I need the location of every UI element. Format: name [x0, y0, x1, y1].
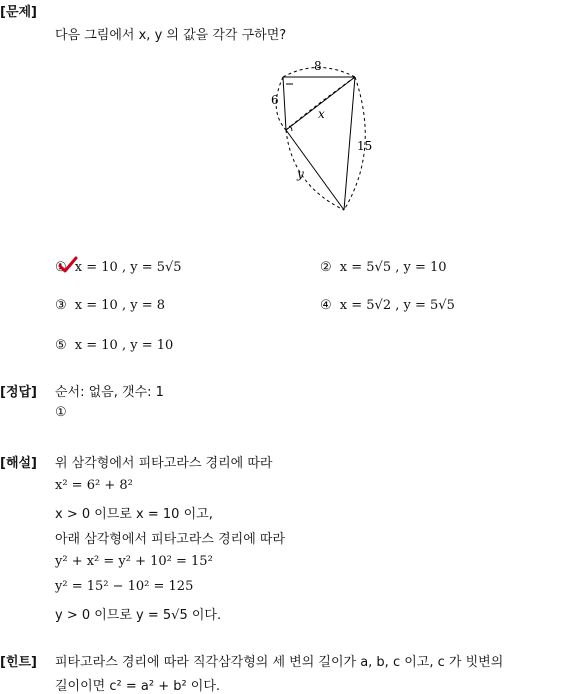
triangle-figure: [260, 55, 390, 220]
segment-6-side: [283, 77, 286, 130]
choice-5[interactable]: [55, 338, 173, 353]
choice-1-marker: ①: [55, 260, 67, 275]
hint-line-1: 피타고라스 경리에 따라 직각삼각형의 세 변의 길이가 a, b, c 이고, c 가 빗변의: [55, 655, 504, 670]
explanation-line-6: y² = 15² − 10² = 125: [55, 579, 194, 594]
choice-4-marker: ④: [320, 298, 332, 313]
choice-5-marker: ⑤: [55, 338, 67, 353]
label-15: 15: [357, 139, 373, 153]
answer-line-1: 순서: 없음, 갯수: 1: [55, 385, 164, 400]
label-x: x: [318, 107, 325, 121]
choice-2-marker: ②: [320, 260, 332, 275]
segment-15-side: [344, 77, 355, 210]
choice-3[interactable]: [55, 298, 165, 313]
choice-4[interactable]: [320, 298, 455, 313]
hint-line-2: 길이이면 c² = a² + b² 이다.: [55, 679, 221, 694]
hint-label: [힌트]: [0, 655, 37, 670]
choice-5-text: x = 10 , y = 10: [74, 338, 174, 353]
explanation-line-3: x > 0 이므로 x = 10 이고,: [55, 507, 213, 522]
problem-question: 다음 그림에서 x, y 의 값을 각각 구하면?: [55, 28, 287, 43]
choice-3-marker: ③: [55, 298, 67, 313]
choice-2-text: x = 5√5 , y = 10: [339, 260, 447, 275]
explanation-line-7: y > 0 이므로 y = 5√5 이다.: [55, 608, 222, 623]
explanation-line-5: y² + x² = y² + 10² = 15²: [55, 554, 213, 569]
explanation-line-2: x² = 6² + 8²: [55, 478, 133, 493]
segment-y-side: [286, 130, 344, 210]
label-8: 8: [314, 59, 322, 73]
choice-2[interactable]: [320, 260, 447, 275]
check-mark-icon: [58, 256, 78, 274]
label-6: 6: [271, 93, 279, 107]
explanation-label: [해설]: [0, 456, 37, 471]
problem-label: [문제]: [0, 5, 37, 20]
explanation-line-1: 위 삼각형에서 피타고라스 경리에 따라: [55, 456, 273, 471]
answer-line-2: ①: [55, 405, 67, 420]
choice-3-text: x = 10 , y = 8: [74, 298, 165, 313]
choice-4-text: x = 5√2 , y = 5√5: [339, 298, 455, 313]
answer-label: [정답]: [0, 385, 37, 400]
explanation-line-4: 아래 삼각형에서 피타고라스 경리에 따라: [55, 532, 286, 547]
label-y: y: [297, 167, 304, 181]
choice-1-text: x = 10 , y = 5√5: [74, 260, 182, 275]
